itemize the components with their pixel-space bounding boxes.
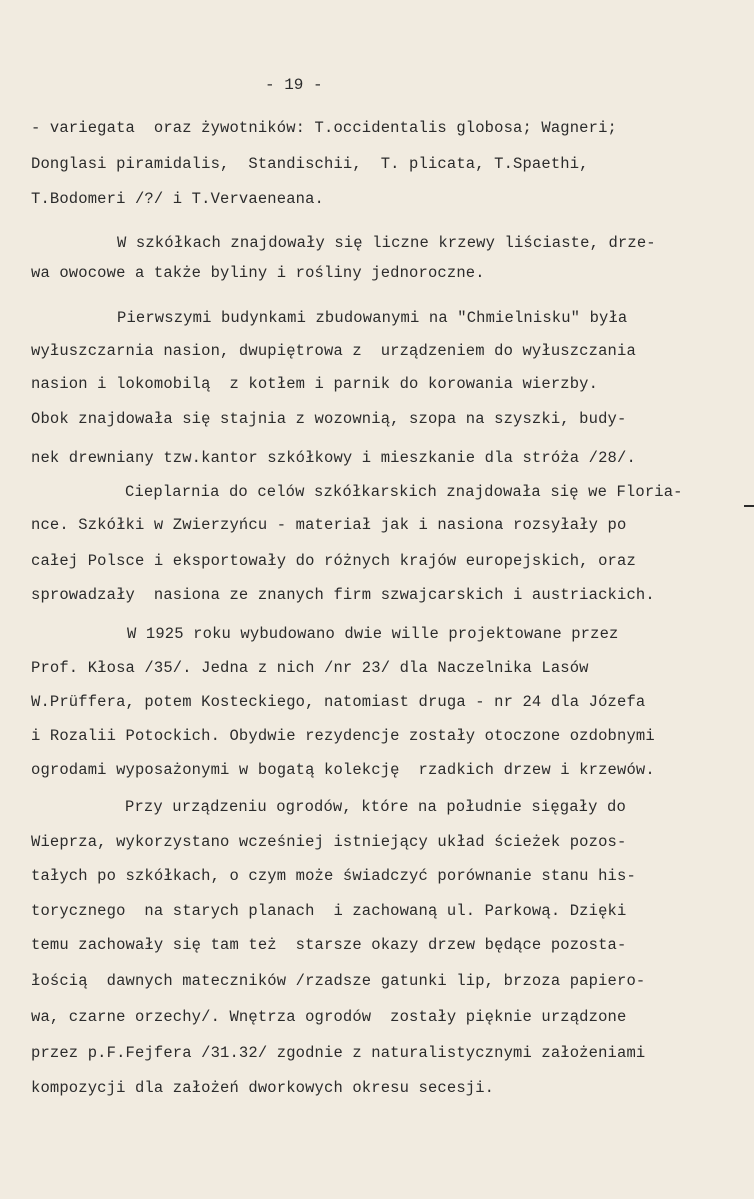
text-line: nek drewniany tzw.kantor szkółkowy i mieszkanie dla stróża /28/.: [31, 449, 636, 467]
page-number: - 19 -: [265, 76, 323, 94]
text-line: nasion i lokomobilą z kotłem i parnik do korowania wierzby.: [31, 375, 599, 393]
text-line: sprowadzały nasiona ze znanych firm szwajcarskich i austriackich.: [31, 586, 655, 604]
text-line: całej Polsce i eksportowały do różnych krajów europejskich, oraz: [31, 552, 636, 570]
text-line: Przy urządzeniu ogrodów, które na południe sięgały do: [125, 798, 626, 816]
text-line: torycznego na starych planach i zachowaną ul. Parkową. Dzięki: [31, 902, 627, 920]
text-line: T.Bodomeri /?/ i T.Vervaeneana.: [31, 190, 324, 208]
text-line: kompozycji dla założeń dworkowych okresu secesji.: [31, 1079, 495, 1097]
text-line: W szkółkach znajdowały się liczne krzewy liściaste, drze-: [117, 234, 656, 252]
text-line: W 1925 roku wybudowano dwie wille projektowane przez: [127, 625, 619, 643]
text-line: i Rozalii Potockich. Obydwie rezydencje zostały otoczone ozdobnymi: [31, 727, 655, 745]
text-line: nce. Szkółki w Zwierzyńcu - materiał jak i nasiona rozsyłały po: [31, 516, 627, 534]
text-line: temu zachowały się tam też starsze okazy drzew będące pozosta-: [31, 936, 627, 954]
page-edge-mark: [744, 505, 754, 507]
text-line: Cieplarnia do celów szkółkarskich znajdowała się we Floria-: [125, 483, 683, 501]
text-line: Prof. Kłosa /35/. Jedna z nich /nr 23/ dla Naczelnika Lasów: [31, 659, 589, 677]
text-line: Pierwszymi budynkami zbudowanymi na "Chmielnisku" była: [117, 309, 628, 327]
text-line: wyłuszczarnia nasion, dwupiętrowa z urządzeniem do wyłuszczania: [31, 342, 636, 360]
text-line: Donglasi piramidalis, Standischii, T. plicata, T.Spaethi,: [31, 155, 589, 173]
text-line: - variegata oraz żywotników: T.occidentalis globosa; Wagneri;: [31, 119, 617, 137]
text-line: tałych po szkółkach, o czym może świadczyć porównanie stanu his-: [31, 867, 636, 885]
text-line: wa owocowe a także byliny i rośliny jednoroczne.: [31, 264, 485, 282]
text-line: wa, czarne orzechy/. Wnętrza ogrodów zostały pięknie urządzone: [31, 1008, 627, 1026]
text-line: W.Prüffera, potem Kosteckiego, natomiast druga - nr 24 dla Józefa: [31, 693, 646, 711]
text-line: przez p.F.Fejfera /31.32/ zgodnie z naturalistycznymi założeniami: [31, 1044, 646, 1062]
text-line: ogrodami wyposażonymi w bogatą kolekcję rzadkich drzew i krzewów.: [31, 761, 655, 779]
text-line: łością dawnych mateczników /rzadsze gatunki lip, brzoza papiero-: [31, 972, 646, 990]
text-line: Wieprza, wykorzystano wcześniej istniejący układ ścieżek pozos-: [31, 833, 627, 851]
text-line: Obok znajdowała się stajnia z wozownią, szopa na szyszki, budy-: [31, 410, 627, 428]
